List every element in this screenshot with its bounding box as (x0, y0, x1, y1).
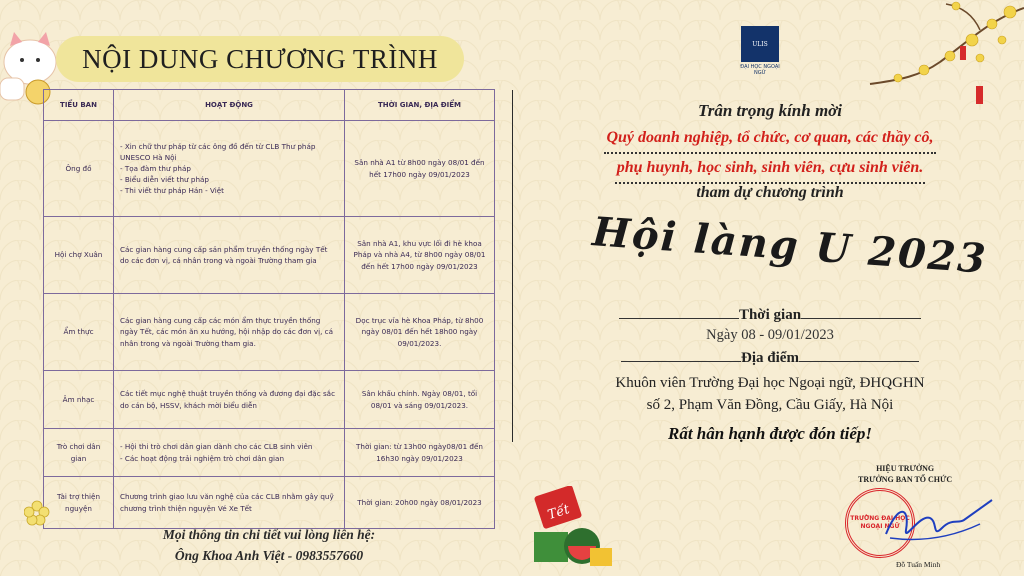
activity-line: - Hội thi trò chơi dân gian dành cho các CLB sinh viên (120, 442, 313, 452)
header-activity: HOẠT ĐỘNG (114, 90, 345, 121)
underline (621, 351, 741, 362)
apricot-blossom-icon (860, 0, 1024, 110)
row-time: Thời gian: từ 13h00 ngày08/01 đến 16h30 ngày 09/01/2023 (345, 429, 495, 477)
welcome-text: Rất hân hạnh được đón tiếp! (668, 424, 872, 443)
center-divider (512, 90, 513, 442)
logo-caption: ĐẠI HỌC NGOẠI NGỮ (740, 64, 780, 76)
logo-mark: ULIS (741, 26, 779, 62)
activity-line: - Biểu diễn viết thư pháp (120, 175, 209, 185)
row-time: Sân nhà A1 từ 8h00 ngày 08/01 đến hết 17h00 ngày 09/01/2023 (345, 121, 495, 217)
activity-line: - Tọa đàm thư pháp (120, 163, 191, 173)
header-subcommittee: TIỂU BAN (44, 90, 114, 121)
table-row (44, 371, 495, 429)
guest-list (560, 124, 980, 184)
time-label-row (560, 307, 980, 324)
row-name: Hội chợ Xuân (44, 217, 114, 294)
row-time: Sân khấu chính. Ngày 08/01, tối 08/01 và sáng 09/01/2023. (345, 371, 495, 429)
time-label: Thời gian (738, 307, 802, 323)
schedule-table (43, 89, 495, 529)
row-activity: Chương trình giao lưu văn nghệ của các CLB nhằm gây quỹ chương trình thiện nguyện Vé Xe Tết (114, 477, 345, 529)
table-row (44, 477, 495, 529)
table-row (44, 429, 495, 477)
row-time: Thời gian: 20h00 ngày 08/01/2023 (345, 477, 495, 529)
underline (799, 351, 919, 362)
row-activity (114, 429, 345, 477)
row-time: Dọc trục vỉa hè Khoa Pháp, từ 8h00 ngày 08/01 đến hết 18h00 ngày 09/01/2023. (345, 294, 495, 371)
official-stamp: TRƯỜNG ĐẠI HỌC NGOẠI NGỮ (845, 488, 915, 558)
table-row (44, 217, 495, 294)
contact-line: Mọi thông tin chi tiết vui lòng liên hệ: (162, 527, 376, 542)
guest-line: phụ huynh, học sinh, sinh viên, cựu sinh viên. (615, 154, 926, 184)
row-name: Trò chơi dân gian (44, 429, 114, 477)
flower-icon (24, 500, 50, 526)
row-name: Âm nhạc (44, 371, 114, 429)
table-row (44, 121, 495, 217)
invite-text: Trân trọng kính mời (697, 101, 843, 120)
underline (801, 308, 921, 319)
row-activity: Các tiết mục nghệ thuật truyền thống và đương đại đặc sắc do cán bộ, HSSV, khách mời biểu diễn (114, 371, 345, 429)
attend-text: tham dự chương trình (696, 184, 844, 201)
event-name: Hội làng U 2023 (590, 208, 989, 283)
place-label: Địa điểm (741, 350, 799, 366)
place-label-row (560, 350, 980, 367)
place-line: số 2, Phạm Văn Đồng, Cầu Giấy, Hà Nội (646, 397, 894, 413)
row-name: Tài trợ thiện nguyện (44, 477, 114, 529)
tet-label: Tết (545, 502, 572, 524)
row-name: Ẩm thực (44, 294, 114, 371)
contact-person: Ông Khoa Anh Việt - 0983557660 (174, 548, 364, 563)
table-header-row (44, 90, 495, 121)
role-line: HIỆU TRƯỞNG (876, 464, 935, 473)
university-logo (734, 26, 786, 76)
place-value (560, 372, 980, 416)
guest-line: Quý doanh nghiệp, tổ chức, cơ quan, các thầy cô, (604, 124, 935, 154)
row-activity (114, 121, 345, 217)
signatory-role (858, 463, 952, 485)
activity-line: - Thi viết thư pháp Hán - Việt (120, 186, 224, 196)
signer-name: Đỗ Tuấn Minh (896, 560, 941, 569)
contact-info (43, 524, 495, 566)
activity-line: - Các hoạt động trải nghiệm trò chơi dân gian (120, 453, 285, 463)
header-time-place: THỜI GIAN, ĐỊA ĐIỂM (345, 90, 495, 121)
tet-gift-icon (524, 486, 614, 574)
row-time: Sân nhà A1, khu vực lối đi hè khoa Pháp và nhà A4, từ 8h00 ngày 08/01 đến hết 17h00 ngày 09/01/2023 (345, 217, 495, 294)
activity-line: - Xin chữ thư pháp từ các ông đồ đến từ CLB Thư pháp UNESCO Hà Nội (120, 141, 316, 162)
program-title: NỘI DUNG CHƯƠNG TRÌNH (56, 36, 464, 82)
time-value: Ngày 08 - 09/01/2023 (706, 327, 834, 343)
role-line: TRƯỞNG BAN TỔ CHỨC (858, 475, 953, 484)
place-line: Khuôn viên Trường Đại học Ngoại ngữ, ĐHQGHN (615, 375, 925, 391)
underline (619, 308, 739, 319)
row-activity: Các gian hàng cung cấp các món ẩm thực truyền thống ngày Tết, các món ăn xu hướng, hội nhập do các đơn vị, cá nhân trong và ngoài Trường tham gia. (114, 294, 345, 371)
signature (880, 494, 1000, 554)
row-name: Ông đồ (44, 121, 114, 217)
table-row (44, 294, 495, 371)
row-activity: Các gian hàng cung cấp sản phẩm truyền thống ngày Tết do các đơn vị, cá nhân trong và ngoài Trường tham gia (114, 217, 345, 294)
